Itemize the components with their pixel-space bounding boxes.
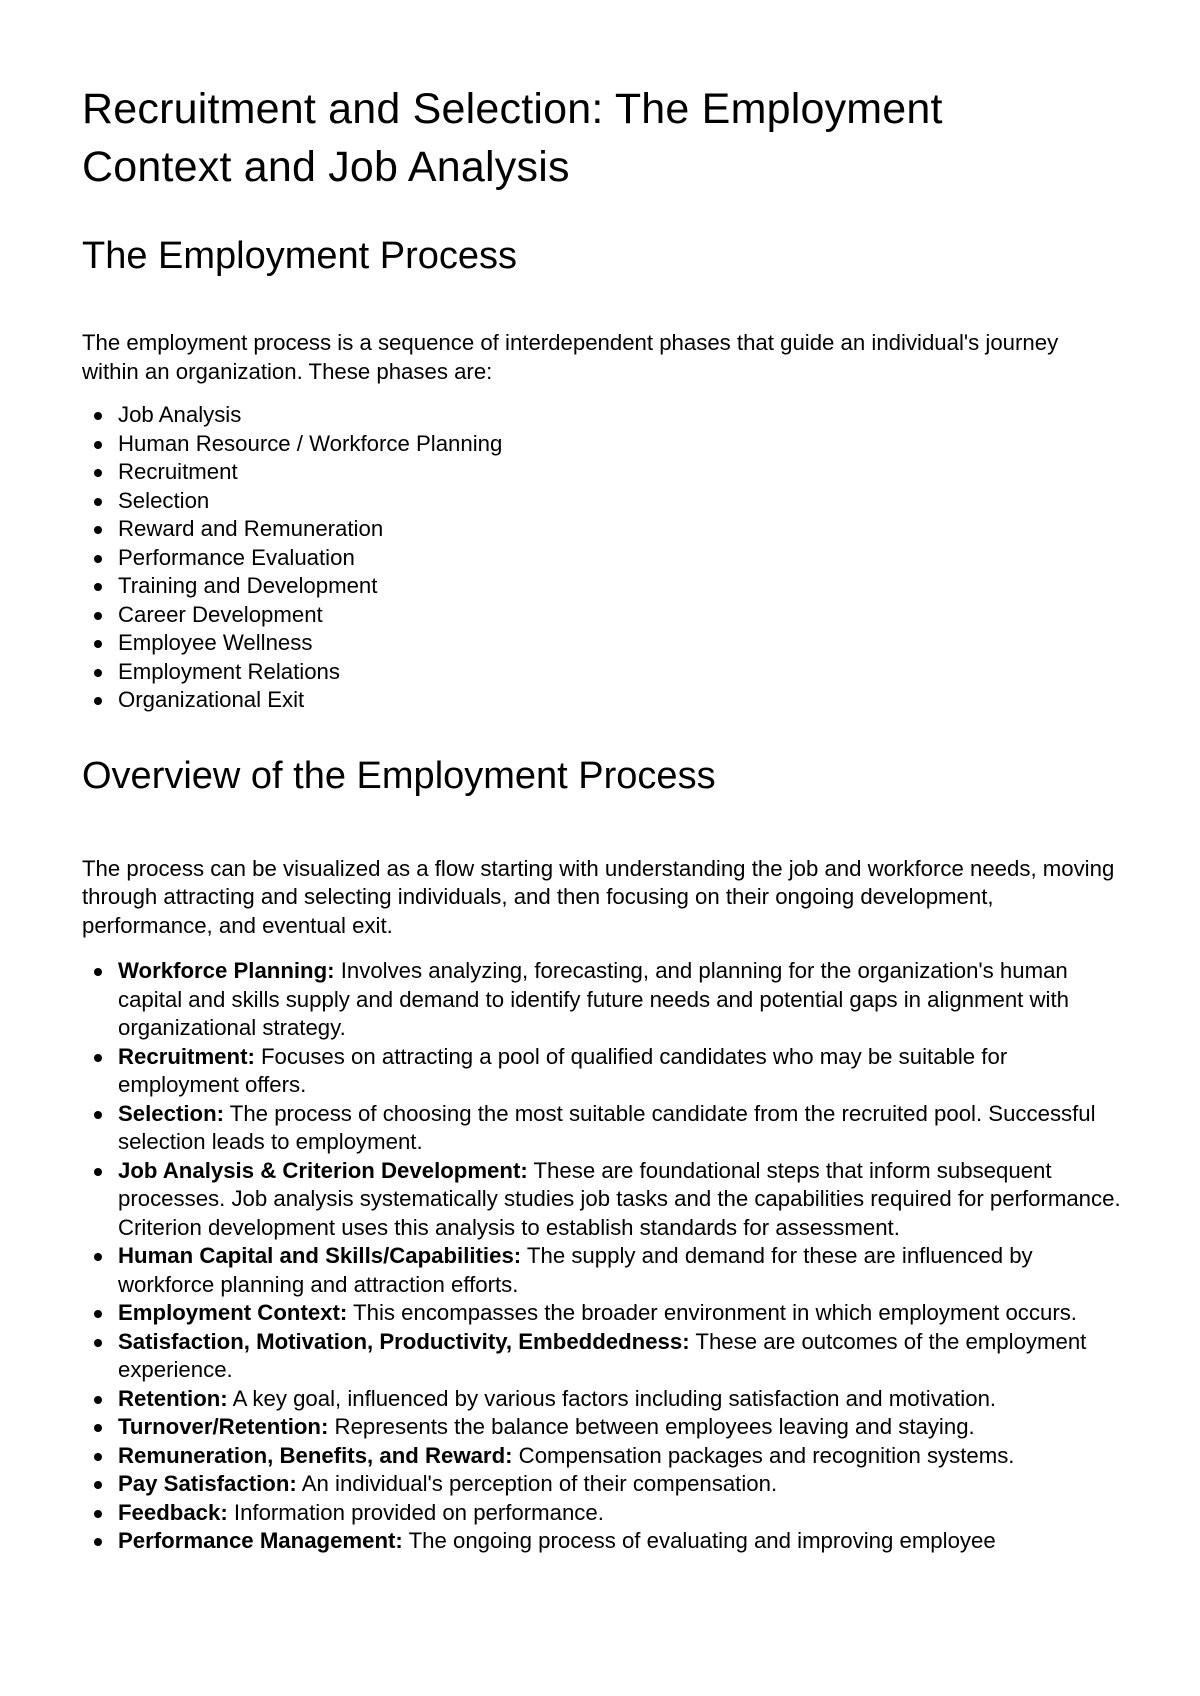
list-item xyxy=(82,1413,1122,1442)
overview-list xyxy=(82,957,1122,1556)
section-intro-employment-process: The employment process is a sequence of interdependent phases that guide an individual's journey within an organization. These phases are: xyxy=(82,330,1059,384)
list-item xyxy=(82,1299,1122,1328)
list-item: Performance Evaluation xyxy=(82,544,1122,573)
term-description: Information provided on performance. xyxy=(227,1499,604,1525)
term-label: Human Capital and Skills/Capabilities: xyxy=(118,1243,522,1268)
term-description: A key goal, influenced by various factors including satisfaction and motivation. xyxy=(227,1385,997,1411)
list-item xyxy=(82,1442,1122,1471)
list-item xyxy=(82,1157,1122,1243)
list-item: Reward and Remuneration xyxy=(82,515,1122,544)
section-heading-employment-process: The Employment Process xyxy=(82,235,518,277)
section-intro-overview: The process can be visualized as a flow starting with understanding the job and workforce needs, moving through attracting and selecting individuals, and then focusing on their ongoing development, performance, and eventual exit. xyxy=(82,855,1115,938)
list-item xyxy=(82,1470,1122,1499)
list-item xyxy=(82,1385,1122,1414)
term-label: Retention: xyxy=(118,1385,228,1411)
document-title: Recruitment and Selection: The Employment Context and Job Analysis xyxy=(82,85,943,191)
list-item: Employee Wellness xyxy=(82,629,1122,658)
list-item: Recruitment xyxy=(82,458,1122,487)
term-description: The ongoing process of evaluating and improving employee xyxy=(402,1528,996,1553)
list-item: Training and Development xyxy=(82,572,1122,601)
list-item: Career Development xyxy=(82,601,1122,630)
list-item xyxy=(82,957,1122,1043)
list-item: Job Analysis xyxy=(82,401,1122,430)
list-item xyxy=(82,1527,1122,1556)
term-label: Feedback: xyxy=(118,1499,228,1525)
term-label: Workforce Planning: xyxy=(118,958,335,983)
list-item xyxy=(82,1242,1122,1299)
term-description: Represents the balance between employees leaving and staying. xyxy=(328,1414,975,1439)
term-label: Selection: xyxy=(118,1100,225,1126)
term-description: Involves analyzing, forecasting, and planning for the organization's human capital and skills supply and demand to identify future needs and potential gaps in alignment with organizational strategy. xyxy=(118,958,1069,1040)
term-label: Turnover/Retention: xyxy=(118,1414,329,1439)
section-heading-overview: Overview of the Employment Process xyxy=(82,754,716,797)
list-item: Human Resource / Workforce Planning xyxy=(82,430,1122,459)
list-item xyxy=(82,1499,1122,1528)
list-item: Employment Relations xyxy=(82,658,1122,687)
term-label: Pay Satisfaction: xyxy=(118,1471,297,1496)
term-label: Employment Context: xyxy=(118,1300,348,1325)
list-item xyxy=(82,1328,1122,1385)
term-description: The supply and demand for these are influenced by workforce planning and attraction efforts. xyxy=(118,1243,1033,1297)
term-label: Satisfaction, Motivation, Productivity, Embeddedness: xyxy=(118,1328,690,1354)
term-description: Compensation packages and recognition systems. xyxy=(512,1442,1015,1468)
term-label: Performance Management: xyxy=(118,1528,403,1553)
term-description: The process of choosing the most suitable candidate from the recruited pool. Successful selection leads to employment. xyxy=(118,1100,1096,1154)
term-description: This encompasses the broader environment in which employment occurs. xyxy=(347,1300,1077,1325)
term-label: Remuneration, Benefits, and Reward: xyxy=(118,1442,513,1468)
term-description: Focuses on attracting a pool of qualified candidates who may be suitable for employment offers. xyxy=(118,1043,1008,1097)
document-page xyxy=(82,0,1122,1556)
term-description: An individual's perception of their compensation. xyxy=(296,1471,778,1496)
term-description: These are foundational steps that inform subsequent processes. Job analysis systematically studies job tasks and the capabilities required for performance. Criterion development uses this analysis to establish standards for assessment. xyxy=(118,1157,1121,1240)
list-item: Selection xyxy=(82,487,1122,516)
list-item xyxy=(82,1100,1122,1157)
term-label: Job Analysis & Criterion Development: xyxy=(118,1157,528,1183)
list-item xyxy=(82,1043,1122,1100)
phase-list xyxy=(82,401,1122,715)
list-item: Organizational Exit xyxy=(82,686,1122,715)
term-description: These are outcomes of the employment experience. xyxy=(118,1328,1087,1382)
term-label: Recruitment: xyxy=(118,1043,255,1069)
